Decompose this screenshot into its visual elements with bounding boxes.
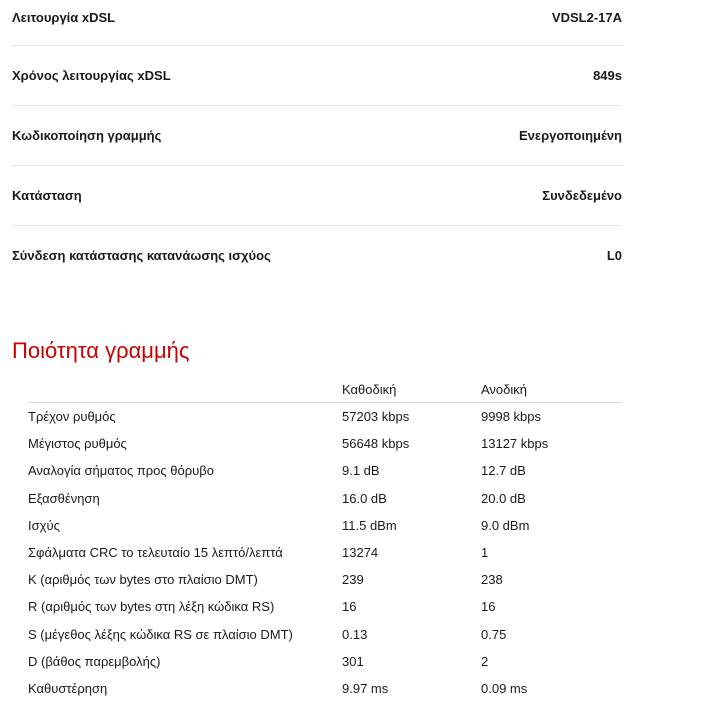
upstream-value: 13127 kbps (481, 436, 549, 452)
status-row-line-encoding (12, 106, 622, 166)
table-header-row (28, 376, 622, 403)
status-label: Χρόνος λειτουργίας xDSL (12, 68, 171, 83)
xdsl-status-list (12, 0, 622, 285)
table-row (28, 512, 622, 539)
upstream-value: 1 (481, 545, 489, 561)
downstream-value: 11.5 dBm (342, 517, 397, 533)
row-label: Καθυστέρηση (28, 680, 108, 696)
row-label: S (μέγεθος λέξης κώδικα RS σε πλαίσιο DMT) (28, 626, 293, 642)
table-row (28, 593, 622, 620)
upstream-value: 2 (481, 653, 489, 669)
upstream-value: 0.75 (481, 626, 507, 642)
row-label: K (αριθμός των bytes στο πλαίσιο DMT) (28, 572, 258, 588)
row-label: D (βάθος παρεμβολής) (28, 653, 161, 669)
row-label: Αναλογία σήματος προς θόρυβο (28, 463, 214, 479)
table-row (28, 430, 622, 457)
status-row-xdsl-uptime (12, 46, 622, 106)
downstream-value: 57203 kbps (342, 409, 410, 425)
status-row-power-state (12, 226, 622, 285)
status-label: Σύνδεση κατάστασης κατανάωσης ισχύος (12, 248, 271, 263)
table-row (28, 539, 622, 566)
header-downstream: Καθοδική (342, 376, 481, 403)
table-row (28, 403, 622, 431)
table-row (28, 566, 622, 593)
table-row (28, 675, 622, 702)
downstream-value: 13274 (342, 545, 379, 561)
status-label: Λειτουργία xDSL (12, 10, 116, 25)
status-row-xdsl-mode (12, 0, 622, 46)
upstream-value: 238 (481, 572, 503, 588)
upstream-value: 9998 kbps (481, 409, 541, 425)
upstream-value: 16 (481, 599, 496, 615)
upstream-value: 9.0 dBm (481, 517, 530, 533)
downstream-value: 16.0 dB (342, 490, 387, 506)
line-quality-title: Ποιότητα γραμμής (12, 338, 190, 363)
status-value: Συνδεδεμένο (542, 188, 622, 203)
table-row (28, 457, 622, 484)
status-row-connection-state (12, 166, 622, 226)
row-label: Μέγιστος ρυθμός (28, 436, 127, 452)
upstream-value: 12.7 dB (481, 463, 526, 479)
header-upstream: Ανοδική (481, 376, 622, 403)
downstream-value: 9.97 ms (342, 680, 389, 696)
header-label-column (28, 376, 342, 403)
downstream-value: 9.1 dB (342, 463, 380, 479)
downstream-value: 56648 kbps (342, 436, 410, 452)
table-row (28, 621, 622, 648)
row-label: Σφάλματα CRC το τελευταίο 15 λεπτό/λεπτά (28, 545, 283, 561)
row-label: Ισχύς (28, 517, 60, 533)
row-label: Εξασθένηση (28, 490, 100, 506)
table-row (28, 485, 622, 512)
downstream-value: 301 (342, 653, 364, 669)
row-label: Τρέχον ρυθμός (28, 409, 116, 425)
row-label: R (αριθμός των bytes στη λέξη κώδικα RS) (28, 599, 275, 615)
status-value: Ενεργοποιημένη (519, 128, 622, 143)
upstream-value: 20.0 dB (481, 490, 526, 506)
table-row (28, 648, 622, 675)
upstream-value: 0.09 ms (481, 680, 528, 696)
downstream-value: 16 (342, 599, 357, 615)
status-value: L0 (606, 248, 622, 263)
status-label: Κωδικοποίηση γραμμής (12, 128, 162, 143)
status-label: Κατάσταση (12, 188, 82, 203)
downstream-value: 239 (342, 572, 364, 588)
downstream-value: 0.13 (342, 626, 368, 642)
line-quality-table (28, 376, 622, 702)
status-value: 849s (593, 68, 622, 83)
status-value: VDSL2-17A (551, 10, 622, 25)
